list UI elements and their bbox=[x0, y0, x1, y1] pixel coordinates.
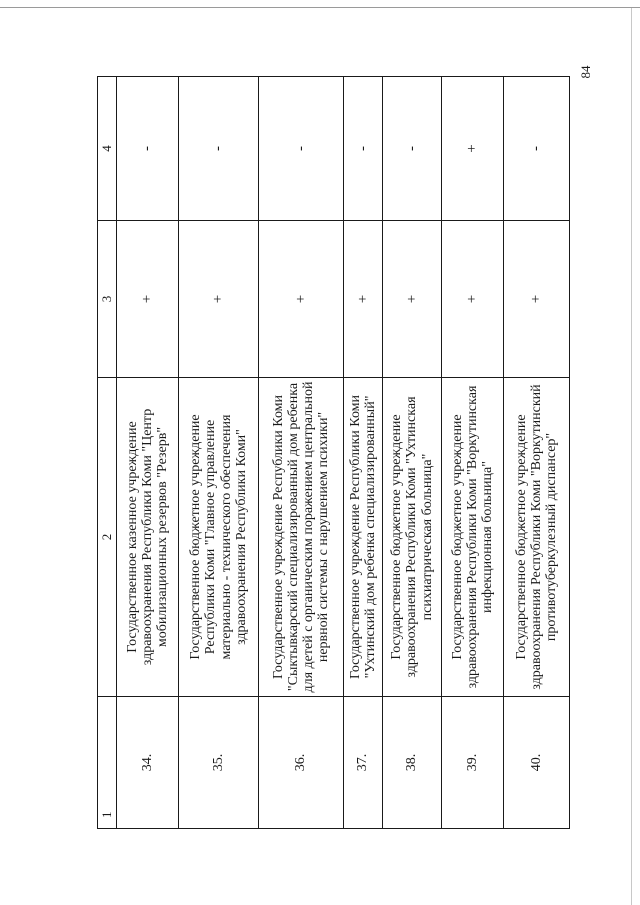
column-header-1: 1 bbox=[98, 697, 117, 829]
column-header-3: 3 bbox=[98, 221, 117, 378]
row-number: 36. bbox=[259, 697, 344, 829]
row-number: 35. bbox=[179, 697, 259, 829]
table-row bbox=[259, 77, 344, 829]
institution-name: Государственное бюджетное учреждение Республики Коми "Главное управление материально - технического обеспечения здравоохранения Республики Коми" bbox=[179, 378, 259, 697]
column-3-mark: + bbox=[179, 221, 259, 378]
row-number: 40. bbox=[504, 697, 570, 829]
page-number: 84 bbox=[578, 65, 593, 79]
table-container bbox=[97, 77, 566, 829]
table-row bbox=[504, 77, 570, 829]
column-header-2: 2 bbox=[98, 378, 117, 697]
column-3-mark: + bbox=[259, 221, 344, 378]
institution-name: Государственное бюджетное учреждение здравоохранения Республики Коми "Воркутинский противотуберкулезный диспансер" bbox=[504, 378, 570, 697]
column-4-mark: + bbox=[442, 77, 504, 221]
column-3-mark: + bbox=[442, 221, 504, 378]
table-row bbox=[117, 77, 179, 829]
institution-name: Государственное казенное учреждение здравоохранения Республики Коми "Центр мобилизационных резервов "Резерв" bbox=[117, 378, 179, 697]
column-4-mark: - bbox=[383, 77, 442, 221]
column-3-mark: + bbox=[383, 221, 442, 378]
table-row bbox=[383, 77, 442, 829]
column-3-mark: + bbox=[504, 221, 570, 378]
table-header-row bbox=[98, 77, 117, 829]
row-number: 34. bbox=[117, 697, 179, 829]
column-4-mark: - bbox=[344, 77, 383, 221]
row-number: 37. bbox=[344, 697, 383, 829]
row-number: 39. bbox=[442, 697, 504, 829]
column-header-4: 4 bbox=[98, 77, 117, 221]
institution-name: Государственное учреждение Республики Коми "Сыктывкарский специализированный дом ребенка для детей с органическим поражением центральной нервной системы с нарушением психики" bbox=[259, 378, 344, 697]
institutions-table bbox=[97, 76, 570, 829]
table-row bbox=[344, 77, 383, 829]
column-4-mark: - bbox=[179, 77, 259, 221]
rotated-table-frame bbox=[97, 77, 566, 829]
institution-name: Государственное учреждение Республики Коми "Ухтинский дом ребенка специализированный" bbox=[344, 378, 383, 697]
table-row bbox=[442, 77, 504, 829]
scan-edge-right bbox=[631, 8, 632, 905]
column-3-mark: + bbox=[344, 221, 383, 378]
row-number: 38. bbox=[383, 697, 442, 829]
column-4-mark: - bbox=[504, 77, 570, 221]
institution-name: Государственное бюджетное учреждение здравоохранения Республики Коми "Ухтинская психиатрическая больница" bbox=[383, 378, 442, 697]
scan-edge-top bbox=[0, 7, 640, 8]
table-row bbox=[179, 77, 259, 829]
column-4-mark: - bbox=[259, 77, 344, 221]
institution-name: Государственное бюджетное учреждение здравоохранения Республики Коми "Воркутинская инфекционная больница" bbox=[442, 378, 504, 697]
column-4-mark: - bbox=[117, 77, 179, 221]
column-3-mark: + bbox=[117, 221, 179, 378]
